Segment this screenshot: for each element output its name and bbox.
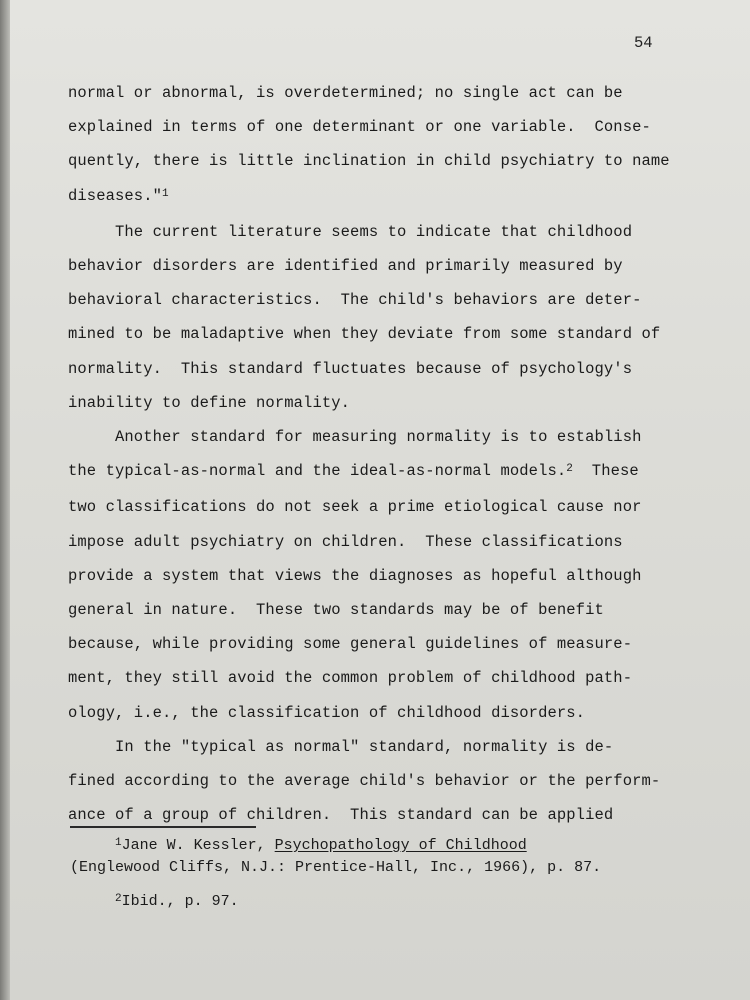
text-line: provide a system that views the diagnoses as hopeful although xyxy=(68,566,642,585)
text-line: diseases."$^1$ xyxy=(68,186,169,205)
text-line: impose adult psychiatry on children. These classifications xyxy=(68,532,623,551)
text-line: Another standard for measuring normality is to establish xyxy=(68,428,642,447)
text-line: normality. This standard fluctuates because of psychology's xyxy=(68,359,633,378)
text-line: In the "typical as normal" standard, normality is de- xyxy=(68,737,614,756)
footnote-2: $^2$Ibid., p. 97. xyxy=(115,893,239,910)
text-line: fined according to the average child's behavior or the perform- xyxy=(68,772,661,791)
text-line: two classifications do not seek a prime etiological cause nor xyxy=(68,498,642,517)
text-line: mined to be maladaptive when they deviate from some standard of xyxy=(68,325,661,344)
footnote-2-mark: 2 xyxy=(115,893,122,905)
text-line: normal or abnormal, is overdetermined; no single act can be xyxy=(68,84,623,102)
footnote-divider xyxy=(70,826,256,828)
text-line: ology, i.e., the classification of childhood disorders. xyxy=(68,703,586,722)
page-gutter-shadow xyxy=(0,0,10,1000)
footnote-1-title: Psychopathology of Childhood xyxy=(274,837,527,854)
footnote-ref-2: 2 xyxy=(566,463,573,476)
body-text xyxy=(68,76,708,832)
footnote-1-line-1: $^1$Jane W. Kessler, Psychopathology of Childhood xyxy=(115,837,527,854)
text-line: ment, they still avoid the common problem of childhood path- xyxy=(68,669,633,688)
text-line: behavioral characteristics. The child's behaviors are deter- xyxy=(68,291,642,310)
footnote-1-line-2: (Englewood Cliffs, N.J.: Prentice-Hall, Inc., 1966), p. 87. xyxy=(70,859,602,876)
text-line: behavior disorders are identified and primarily measured by xyxy=(68,257,623,276)
footnote-1-mark: 1 xyxy=(115,837,122,849)
text-line: ance of a group of children. This standard can be applied xyxy=(68,806,614,825)
text-line: The current literature seems to indicate that childhood xyxy=(68,222,633,241)
text-line: explained in terms of one determinant or one variable. Conse- xyxy=(68,118,651,137)
text-line: general in nature. These two standards may be of benefit xyxy=(68,601,604,620)
text-line: the typical-as-normal and the ideal-as-normal models.$^2$ These xyxy=(68,462,639,481)
page-number: 54 xyxy=(634,34,653,52)
text-line: inability to define normality. xyxy=(68,393,351,412)
footnote-ref-1: 1 xyxy=(162,187,169,200)
text-line: because, while providing some general guidelines of measure- xyxy=(68,635,633,654)
text-line: quently, there is little inclination in child psychiatry to name xyxy=(68,152,670,171)
